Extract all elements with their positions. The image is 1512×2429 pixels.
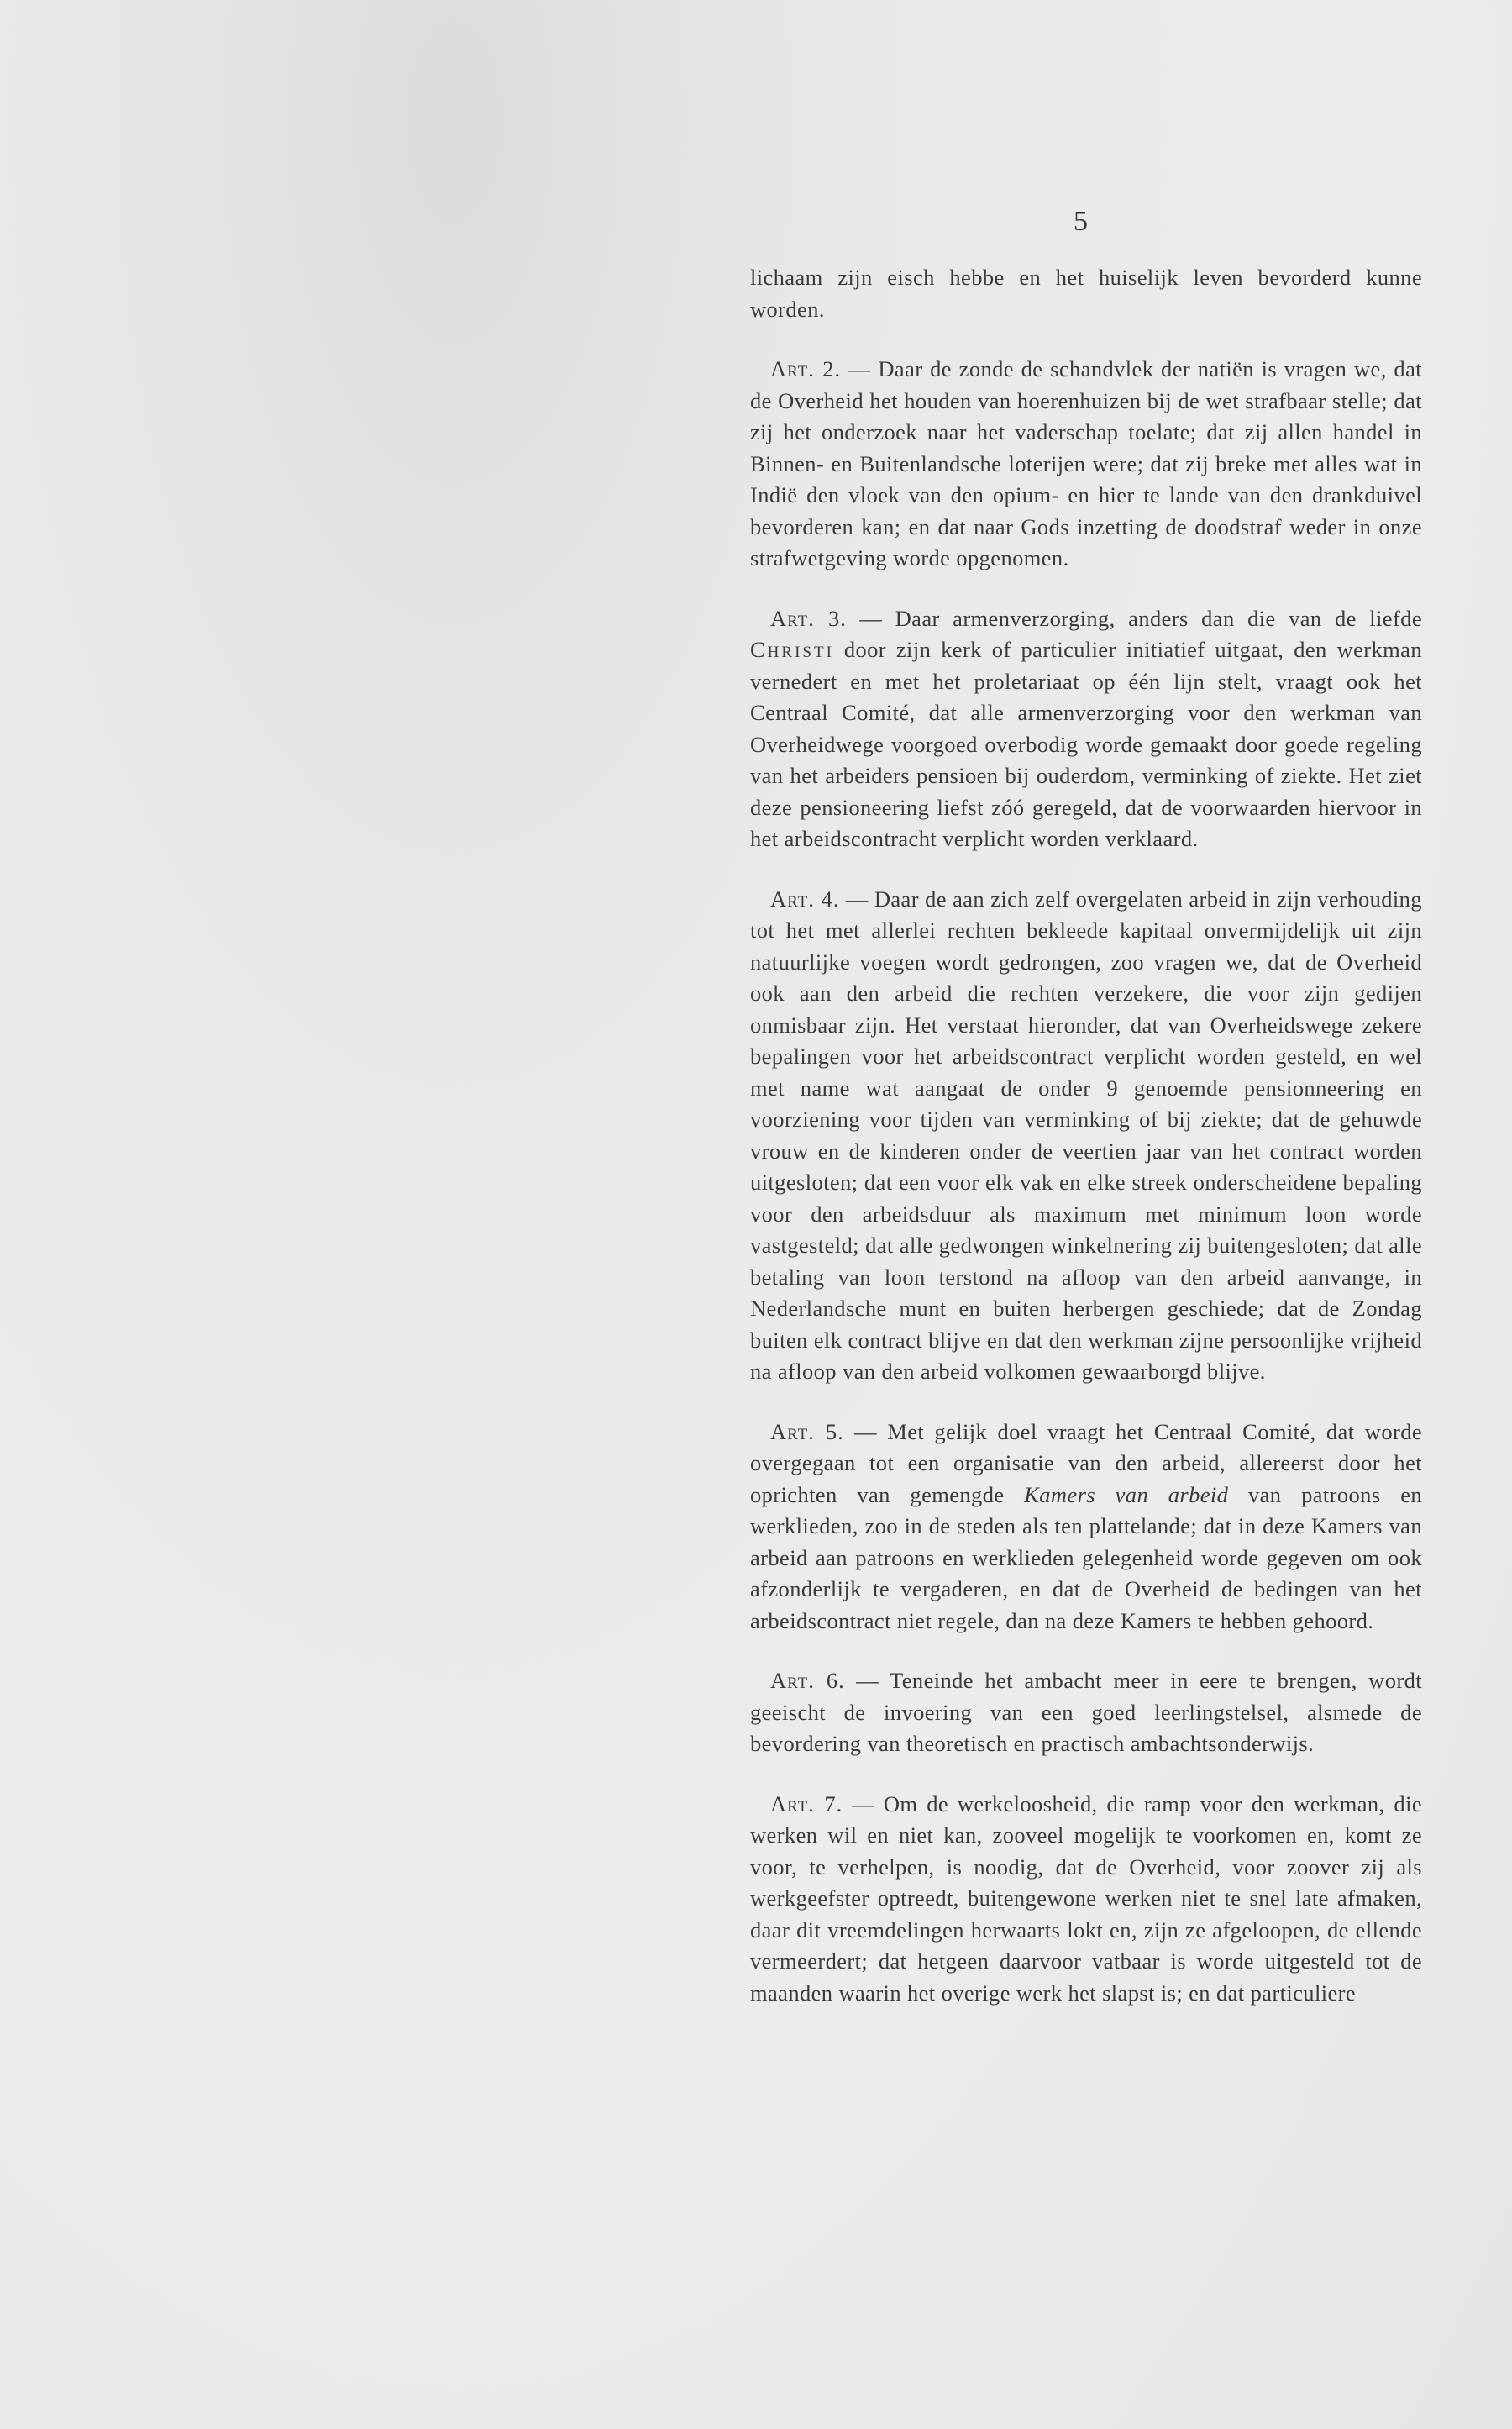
page-number: 5 — [1074, 206, 1088, 237]
paragraph-art-7 — [750, 1789, 1422, 2010]
article-7-label: Art. 7. — [770, 1790, 843, 1816]
article-5-text-before: — Met gelijk doel vraagt het Centraal Comité, dat worde overgegaan tot een organisatie van den arbeid, allereerst door het oprichten van gemengde — [750, 1418, 1423, 1507]
article-4-text: — Daar de aan zich zelf overgelaten arbeid in zijn verhouding tot het met allerlei rechten bekleede kapitaal onvermijdelijk uit zijn natuurlijke voegen wordt gedrongen, zoo vragen we, dat de Overheid ook aan den arbeid die rechten verzekere, die voor zijn gedijen onmisbaar zijn. Het verstaat hieronder, dat van Overheidswege zekere bepalingen voor het arbeidscontract verplicht worden gesteld, en wel met name wat aangaat de onder 9 genoemde pensionneering en voorziening voor tijden van verminking of bij ziekte; dat de gehuwde vrouw en de kinderen onder de veertien jaar van het contract worden uitgesloten; dat een voor elk vak en elke streek onderscheidene bepaling voor den arbeidsduur als maximum met minimum loon worde vastgesteld; dat alle gedwongen winkelnering zij buitengesloten; dat alle betaling van loon terstond na afloop van den arbeid aanvange, in Nederlandsche munt en buiten herbergen geschiede; dat de Zondag buiten elk contract blijve en dat den werkman zijne persoonlijke vrijheid na afloop van den arbeid volkomen gewaarborgd blijve. — [750, 886, 1422, 1384]
paragraph-art-6 — [750, 1665, 1422, 1760]
article-2-text: — Daar de zonde de schandvlek der natiën is vragen we, dat de Overheid het houden van hoerenhuizen bij de wet strafbaar stelle; dat zij het onderzoek naar het vaderschap toelate; dat zij allen handel in Binnen- en Buitenlandsche loterijen were; dat zij breke met alles wat in Indië den vloek van den opium- en hier te lande van den drankduivel bevorderen kan; en dat naar Gods inzetting de doodstraf weder in onze strafwetgeving worde opgenomen. — [750, 356, 1422, 570]
article-3-text-after: door zijn kerk of particulier initiatief uitgaat, den werkman vernedert en met het proletariaat op één lijn stelt, vraagt ook het Centraal Comité, dat alle armenverzorging voor den werkman van Overheidwege voorgoed overbodig worde gemaakt door goede regeling van het arbeiders pensioen bij ouderdom, verminking of ziekte. Het ziet deze pensioneering liefst zóó geregeld, dat de voorwaarden hiervoor in het arbeidscontracht verplicht worden verklaard. — [750, 637, 1422, 851]
article-3-label: Art. 3. — [770, 605, 847, 631]
article-2-label: Art. 2. — [770, 356, 842, 381]
article-6-label: Art. 6. — [770, 1668, 845, 1693]
paragraph-art-3 — [750, 603, 1422, 855]
paragraph-art-5 — [750, 1417, 1422, 1638]
text-column — [750, 262, 1422, 2037]
article-3-text-before: — Daar armenverzorging, anders dan die van de liefde — [846, 605, 1422, 631]
paragraph-intro-text: lichaam zijn eisch hebbe en het huiselijk leven bevorderd kunne worden. — [750, 265, 1422, 322]
article-5-text-after: van patroons en werklieden, zoo in de steden als ten plattelande; dat in deze Kamers van arbeid aan patroons en werklieden gelegenheid worde gegeven om ook afzonderlijk te vergaderen, en dat de Overheid de bedingen van het arbeidscontract niet regele, dan na deze Kamers te hebben gehoord. — [750, 1481, 1423, 1633]
article-7-text: — Om de werkeloosheid, die ramp voor den werkman, die werken wil en niet kan, zooveel mogelijk te voorkomen en, komt ze voor, te verhelpen, is noodig, dat de Overheid, voor zoover zij als werkgeefster optreedt, buitengewone werken niet te snel late afmaken, daar dit vreemdelingen herwaarts lokt en, zijn ze afgeloopen, de ellende vermeerdert; dat hetgeen daarvoor vatbaar is worde uitgesteld tot de maanden waarin het overige werk het slapst is; en dat particuliere — [750, 1790, 1423, 2006]
paragraph-intro — [750, 262, 1422, 325]
article-6-text: — Teneinde het ambacht meer in eere te brengen, wordt geeischt de invoering van een goed leerlingstelsel, alsmede de bevordering van theoretisch en practisch ambachtsonderwijs. — [750, 1668, 1422, 1756]
article-5-label: Art. 5. — [770, 1418, 844, 1444]
article-5-italic-term: Kamers van arbeid — [1024, 1481, 1229, 1507]
article-3-christi: Christi — [750, 637, 834, 662]
article-4-label: Art. 4. — [770, 886, 840, 912]
paragraph-art-4 — [750, 884, 1422, 1388]
paragraph-art-2 — [750, 354, 1422, 575]
